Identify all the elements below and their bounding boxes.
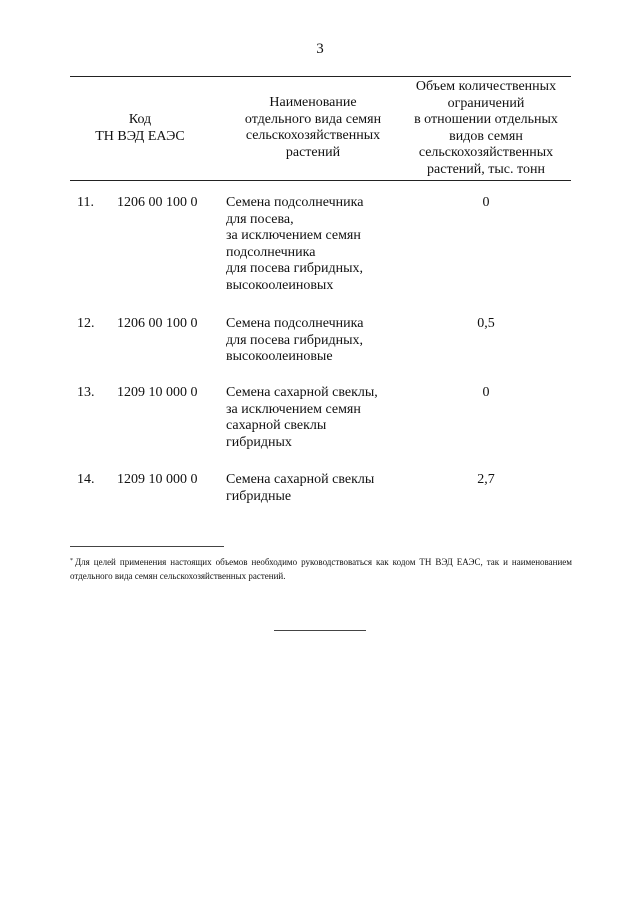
column-header-volume-line: Объем количественных (415, 79, 557, 94)
row-name (226, 385, 401, 451)
footnote (70, 554, 572, 583)
column-header-code-line: ТН ВЭД ЕАЭС (95, 128, 185, 144)
column-header-volume-line: сельскохозяйственных (418, 145, 554, 160)
row-name-line: сахарной свеклы (226, 418, 327, 433)
row-number: 12. (77, 316, 95, 331)
column-header-name-line: сельскохозяйственных (245, 128, 381, 143)
row-name-line: Семена подсолнечника (226, 316, 364, 331)
row-name-line: за исключением семян (226, 401, 361, 417)
column-header-name (218, 95, 408, 161)
footnote-marker: * (70, 558, 73, 564)
row-code: 1209 10 000 0 (117, 385, 198, 400)
row-number: 14. (77, 472, 95, 487)
row-name (226, 195, 401, 294)
row-name-line: для посева гибридных, (226, 332, 363, 348)
row-name-line: высокоолеиновых (226, 277, 334, 293)
row-name-line: для посева гибридных, (226, 261, 363, 276)
row-number: 11. (77, 195, 94, 210)
column-header-name-line: Наименование (269, 95, 357, 110)
row-name (226, 316, 401, 366)
row-volume: 0,5 (477, 316, 495, 331)
row-name-line: Семена сахарной свеклы, (226, 385, 378, 400)
row-name-line: высокоолеиновые (226, 349, 333, 364)
column-header-volume (400, 79, 572, 178)
row-name-line: Семена сахарной свеклы (226, 472, 375, 487)
row-volume: 2,7 (477, 472, 495, 487)
column-header-name-line: отдельного вида семян (244, 111, 382, 127)
row-code: 1206 00 100 0 (117, 195, 198, 210)
row-name-line: подсолнечника (226, 244, 316, 260)
row-name (226, 472, 401, 505)
table-header-top-rule (70, 76, 571, 77)
column-header-code (80, 112, 200, 145)
page-number: 3 (316, 41, 324, 57)
row-name-line: за исключением семян (226, 228, 361, 243)
footnote-separator (70, 546, 224, 547)
row-code: 1209 10 000 0 (117, 472, 198, 487)
column-header-volume-line: видов семян (449, 128, 523, 144)
column-header-code-line: Код (128, 112, 152, 127)
row-volume: 0 (482, 195, 490, 210)
document-end-rule (274, 630, 366, 631)
row-name-line: для посева, (226, 211, 294, 227)
row-code: 1206 00 100 0 (117, 316, 198, 331)
row-name-line: гибридных (226, 434, 292, 450)
column-header-volume-line: в отношении отдельных (414, 112, 558, 127)
column-header-name-line: растений (285, 144, 341, 160)
row-name-line: гибридные (226, 488, 292, 504)
column-header-volume-line: ограничений (447, 95, 525, 111)
row-number: 13. (77, 385, 95, 400)
row-name-line: Семена подсолнечника (226, 195, 364, 210)
column-header-volume-line: растений, тыс. тонн (427, 161, 545, 177)
row-volume: 0 (482, 385, 490, 400)
table-header-bottom-rule (70, 180, 571, 181)
footnote-text: Для целей применения настоящих объемов необходимо руководствоваться как кодом ТН ВЭД ЕАЭС, так и наименованием отдельного вида семян сельскохозяйственных растений. (70, 557, 572, 581)
